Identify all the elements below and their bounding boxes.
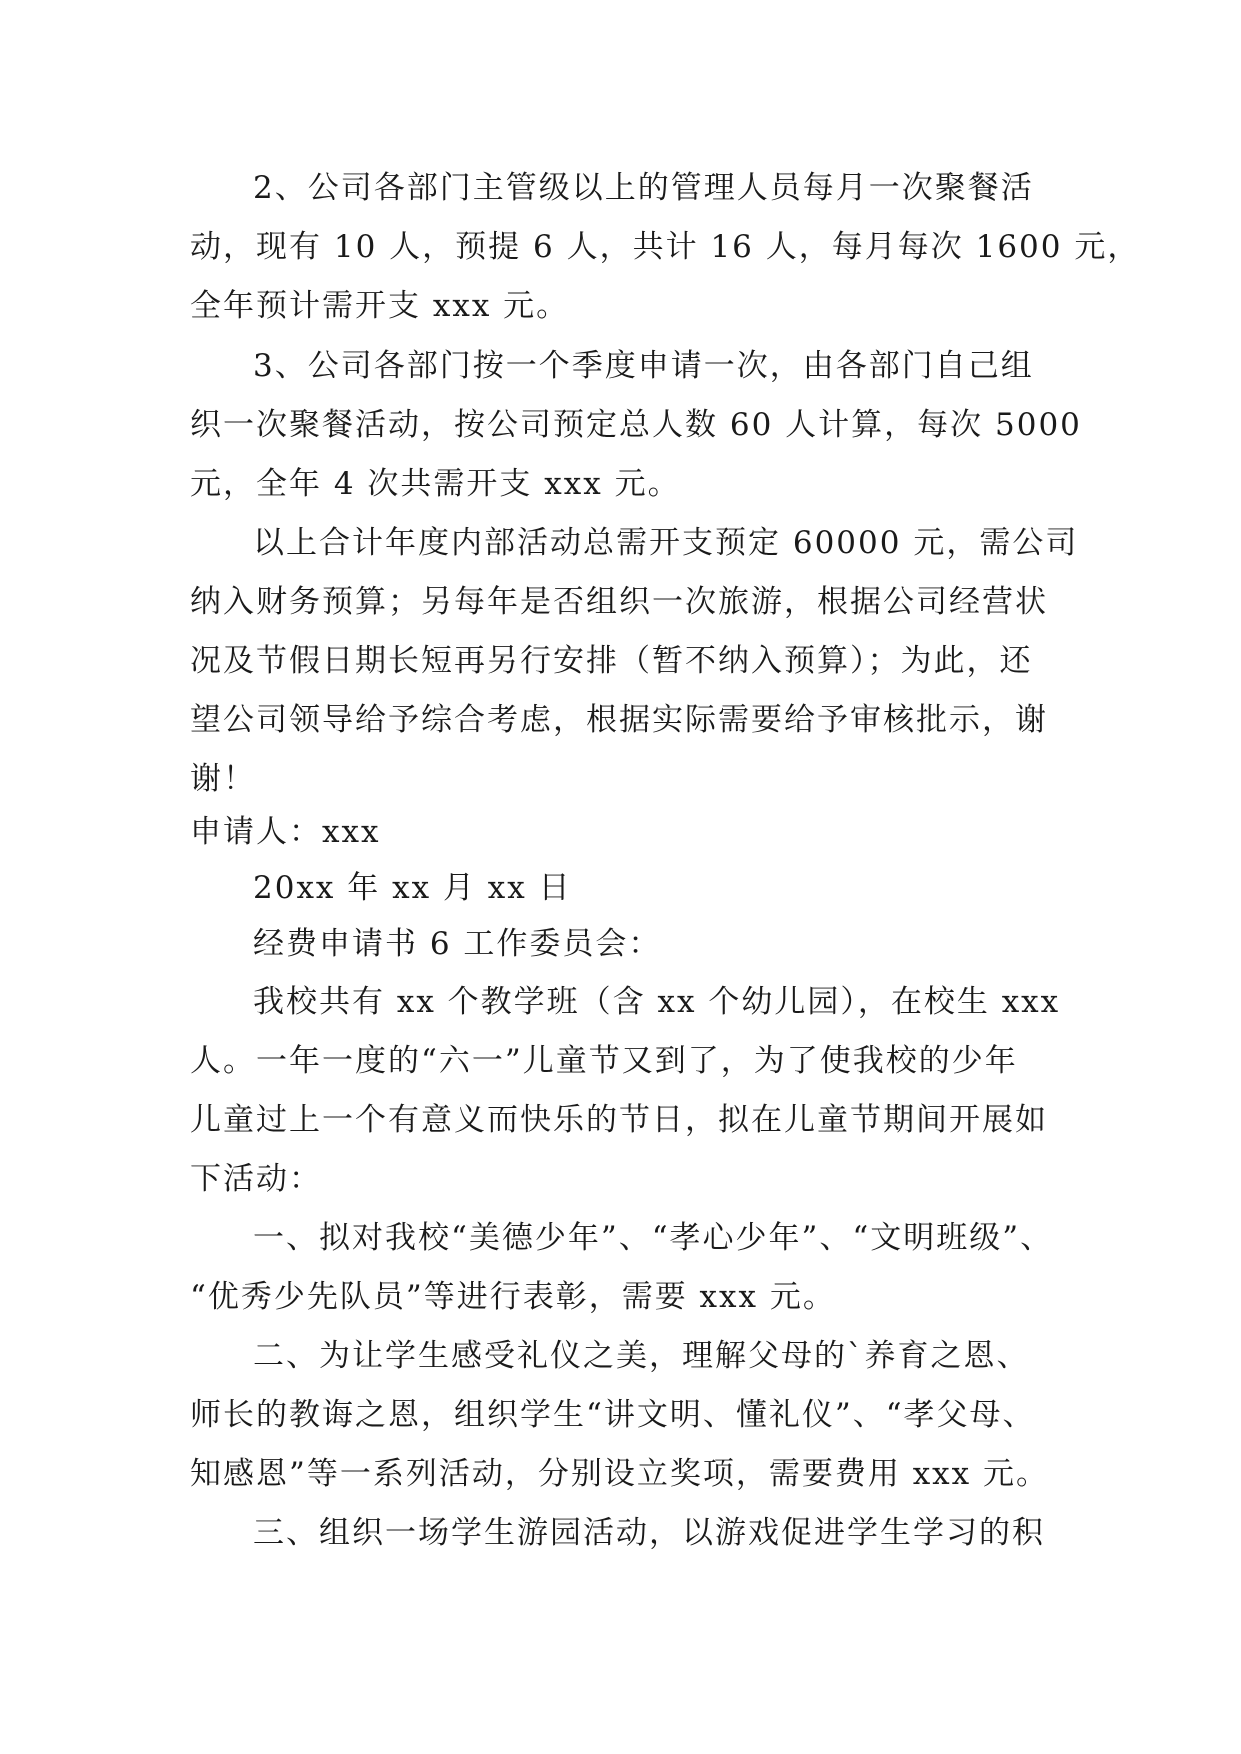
text-line: 2、公司各部门主管级以上的管理人员每月一次聚餐活 xyxy=(253,170,1034,206)
text-line: 纳入财务预算；另每年是否组织一次旅游，根据公司经营状 xyxy=(190,584,1048,620)
text-line: 谢！ xyxy=(190,761,256,797)
text-line: 元，全年 4 次共需开支 xxx 元。 xyxy=(190,466,681,502)
text-line: 织一次聚餐活动，按公司预定总人数 60 人计算，每次 5000 xyxy=(190,407,1082,443)
text-line: 师长的教诲之恩，组织学生“讲文明、懂礼仪”、“孝父母、 xyxy=(190,1397,1036,1433)
text-line: 况及节假日期长短再另行安排（暂不纳入预算）；为此，还 xyxy=(190,643,1033,679)
text-line: 二、为让学生感受礼仪之美，理解父母的`养育之恩、 xyxy=(253,1338,1030,1374)
text-line: 我校共有 xx 个教学班（含 xx 个幼儿园），在校生 xxx xyxy=(253,984,1061,1020)
text-line: 3、公司各部门按一个季度申请一次，由各部门自己组 xyxy=(253,348,1034,384)
text-line: 一、拟对我校“美德少年”、“孝心少年”、“文明班级”、 xyxy=(253,1220,1054,1256)
text-line: 全年预计需开支 xxx 元。 xyxy=(190,288,570,324)
text-line: 动，现有 10 人，预提 6 人，共计 16 人，每月每次 1600 元， xyxy=(190,229,1141,265)
text-line: 人。一年一度的“六一”儿童节又到了，为了使我校的少年 xyxy=(190,1043,1018,1079)
text-line: 下活动： xyxy=(190,1161,322,1197)
text-line: 以上合计年度内部活动总需开支预定 60000 元，需公司 xyxy=(253,525,1079,561)
applicant-line: 申请人：xxx xyxy=(190,814,381,850)
text-line: “优秀少先队员”等进行表彰，需要 xxx 元。 xyxy=(190,1279,836,1315)
heading-line: 经费申请书 6 工作委员会： xyxy=(253,926,662,962)
text-line: 三、组织一场学生游园活动，以游戏促进学生学习的积 xyxy=(253,1515,1045,1551)
date-line: 20xx 年 xx 月 xx 日 xyxy=(253,870,572,906)
text-line: 儿童过上一个有意义而快乐的节日，拟在儿童节期间开展如 xyxy=(190,1102,1048,1138)
text-line: 望公司领导给予综合考虑，根据实际需要给予审核批示，谢 xyxy=(190,702,1048,738)
text-line: 知感恩”等一系列活动，分别设立奖项，需要费用 xxx 元。 xyxy=(190,1456,1050,1492)
